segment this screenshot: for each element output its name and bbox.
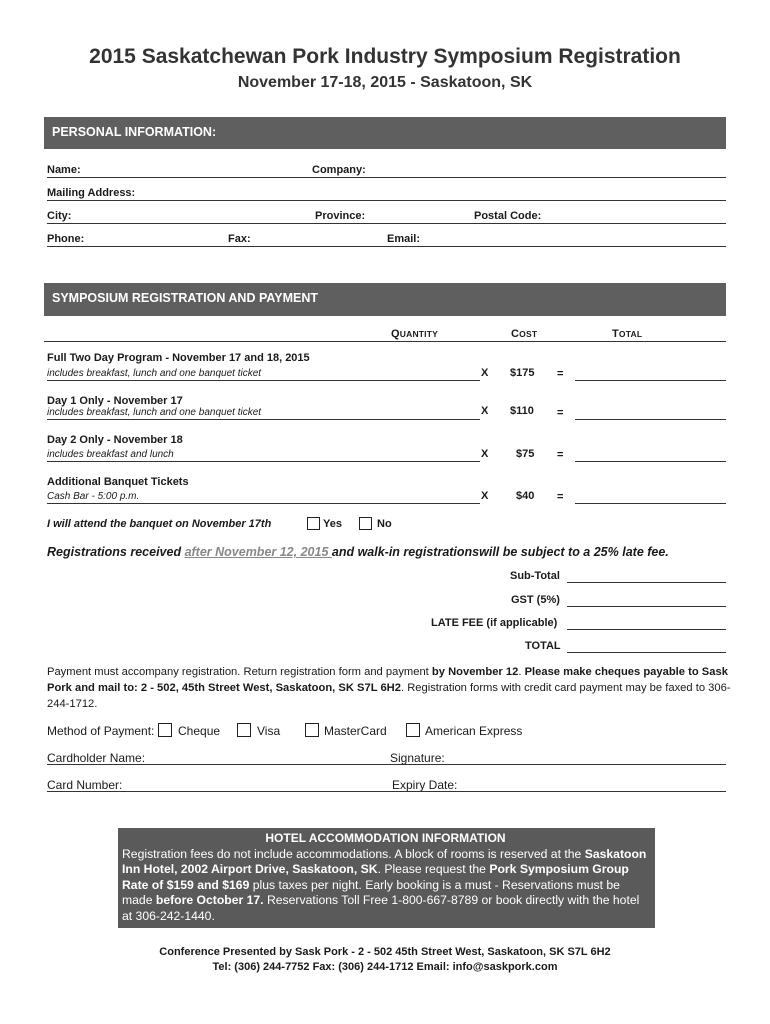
- late-fee-field[interactable]: [567, 629, 726, 630]
- multiply-sign: X: [481, 490, 489, 502]
- expiry-label: Expiry Date:: [392, 778, 458, 792]
- item-total-field[interactable]: [575, 419, 726, 420]
- quantity-field[interactable]: [47, 380, 480, 381]
- banquet-no-checkbox[interactable]: [359, 517, 372, 530]
- item-cost: $40: [516, 490, 535, 502]
- email-label: Email:: [387, 233, 421, 245]
- cheque-checkbox[interactable]: [158, 723, 172, 737]
- item-description: includes breakfast and lunch: [47, 449, 174, 460]
- quantity-field[interactable]: [47, 503, 480, 504]
- hotel-text: Registration fees do not include accommodations. A block of rooms is reserved at the Saskatoon Inn Hotel, 2002 Airport Drive, Saskatoon, SK. Please request the Pork Symposium Group Rate of $159 and $169 plus taxes per night. Early booking is a must - Reservations must be made before October 17. Reservations Toll Free 1-800-667-8789 or book directly with the hotel at 306-242-1440.: [122, 846, 647, 923]
- cardholder-field[interactable]: [47, 764, 389, 765]
- quantity-field[interactable]: [47, 461, 480, 462]
- late-date-link: after November 12, 2015: [184, 545, 332, 559]
- cheque-label: Cheque: [178, 724, 221, 738]
- header-divider: [44, 341, 726, 342]
- mailing-address-label: Mailing Address:: [47, 187, 136, 199]
- phone-label: Phone:: [47, 233, 85, 245]
- province-field[interactable]: [312, 223, 472, 224]
- equals-sign: =: [557, 491, 564, 503]
- visa-label: Visa: [257, 724, 281, 738]
- symposium-header: SYMPOSIUM REGISTRATION AND PAYMENT: [44, 283, 726, 316]
- postal-code-field[interactable]: [472, 223, 726, 224]
- card-number-field[interactable]: [47, 791, 391, 792]
- email-field[interactable]: [385, 246, 726, 247]
- mastercard-label: MasterCard: [324, 724, 387, 738]
- subtotal-label: Sub-Total: [510, 570, 560, 582]
- quantity-field[interactable]: [47, 419, 480, 420]
- signature-field[interactable]: [389, 764, 726, 765]
- item-title: Day 2 Only - November 18: [47, 434, 183, 446]
- item-total-field[interactable]: [575, 461, 726, 462]
- phone-field[interactable]: [47, 246, 227, 247]
- payment-instructions: Payment must accompany registration. Return registration form and payment by November 12. Please make cheques payable to Sask Pork and mail to: 2 - 502, 45th Street West, Saskatoon, SK S7L 6H2. Registration forms with credit card payment may be faxed to 306-244-1712.: [47, 666, 731, 710]
- fax-label: Fax:: [228, 233, 251, 245]
- amex-label: American Express: [425, 724, 523, 738]
- amex-checkbox[interactable]: [406, 723, 420, 737]
- item-total-field[interactable]: [575, 503, 726, 504]
- late-fee-label: LATE FEE (if applicable): [431, 617, 558, 629]
- item-title: Full Two Day Program - November 17 and 18, 2015: [47, 352, 310, 364]
- total-label: TOTAL: [525, 640, 561, 652]
- cost-column-header: COST: [511, 328, 538, 340]
- multiply-sign: X: [481, 367, 489, 379]
- item-total-field[interactable]: [575, 380, 726, 381]
- footer-address: Conference Presented by Sask Pork - 2 - 502 45th Street West, Saskatoon, SK S7L 6H2: [159, 946, 611, 958]
- fax-field[interactable]: [227, 246, 385, 247]
- gst-label: GST (5%): [511, 594, 560, 606]
- gst-field[interactable]: [567, 606, 726, 607]
- item-cost: $75: [516, 448, 535, 460]
- item-description: Cash Bar - 5:00 p.m.: [47, 491, 140, 502]
- item-cost: $110: [510, 405, 534, 417]
- item-description: includes breakfast, lunch and one banquet ticket: [47, 368, 262, 379]
- mailing-address-field[interactable]: [47, 200, 726, 201]
- no-label: No: [377, 518, 392, 530]
- signature-label: Signature:: [390, 751, 445, 765]
- equals-sign: =: [557, 368, 564, 380]
- city-label: City:: [47, 210, 72, 222]
- equals-sign: =: [557, 407, 564, 419]
- company-field[interactable]: [310, 177, 726, 178]
- total-field[interactable]: [567, 652, 726, 653]
- payment-method-label: Method of Payment:: [47, 724, 155, 738]
- banquet-yes-checkbox[interactable]: [307, 517, 320, 530]
- yes-label: Yes: [323, 518, 342, 530]
- hotel-heading: HOTEL ACCOMMODATION INFORMATION: [265, 831, 506, 845]
- equals-sign: =: [557, 449, 564, 461]
- footer-contact: Tel: (306) 244-7752 Fax: (306) 244-1712 Email: info@saskpork.com: [212, 961, 558, 973]
- quantity-column-header: QUANTITY: [391, 328, 438, 340]
- multiply-sign: X: [481, 448, 489, 460]
- page-title: 2015 Saskatchewan Pork Industry Symposium Registration: [89, 45, 681, 68]
- item-cost: $175: [510, 367, 535, 379]
- total-column-header: TOTAL: [612, 328, 643, 340]
- multiply-sign: X: [481, 405, 489, 417]
- subtotal-field[interactable]: [567, 582, 726, 583]
- card-number-label: Card Number:: [47, 778, 123, 792]
- company-label: Company:: [312, 164, 366, 176]
- mastercard-checkbox[interactable]: [305, 723, 319, 737]
- banquet-question: I will attend the banquet on November 17th: [47, 518, 272, 530]
- item-description: includes breakfast, lunch and one banquet ticket: [47, 407, 262, 418]
- cardholder-label: Cardholder Name:: [47, 751, 146, 765]
- hotel-info-box: [118, 828, 655, 928]
- name-field[interactable]: [47, 177, 310, 178]
- expiry-field[interactable]: [391, 791, 726, 792]
- item-title: Day 1 Only - November 17: [47, 395, 183, 407]
- city-field[interactable]: [47, 223, 312, 224]
- item-title: Additional Banquet Tickets: [47, 476, 189, 488]
- late-fee-notice: Registrations received after November 12, 2015 and walk-in registrationswill be subject to a 25% late fee.: [47, 545, 669, 559]
- postal-code-label: Postal Code:: [474, 210, 542, 222]
- personal-info-header: PERSONAL INFORMATION:: [44, 117, 726, 149]
- name-label: Name:: [47, 164, 81, 176]
- visa-checkbox[interactable]: [237, 723, 251, 737]
- province-label: Province:: [315, 210, 366, 222]
- page-subtitle: November 17-18, 2015 - Saskatoon, SK: [237, 74, 533, 91]
